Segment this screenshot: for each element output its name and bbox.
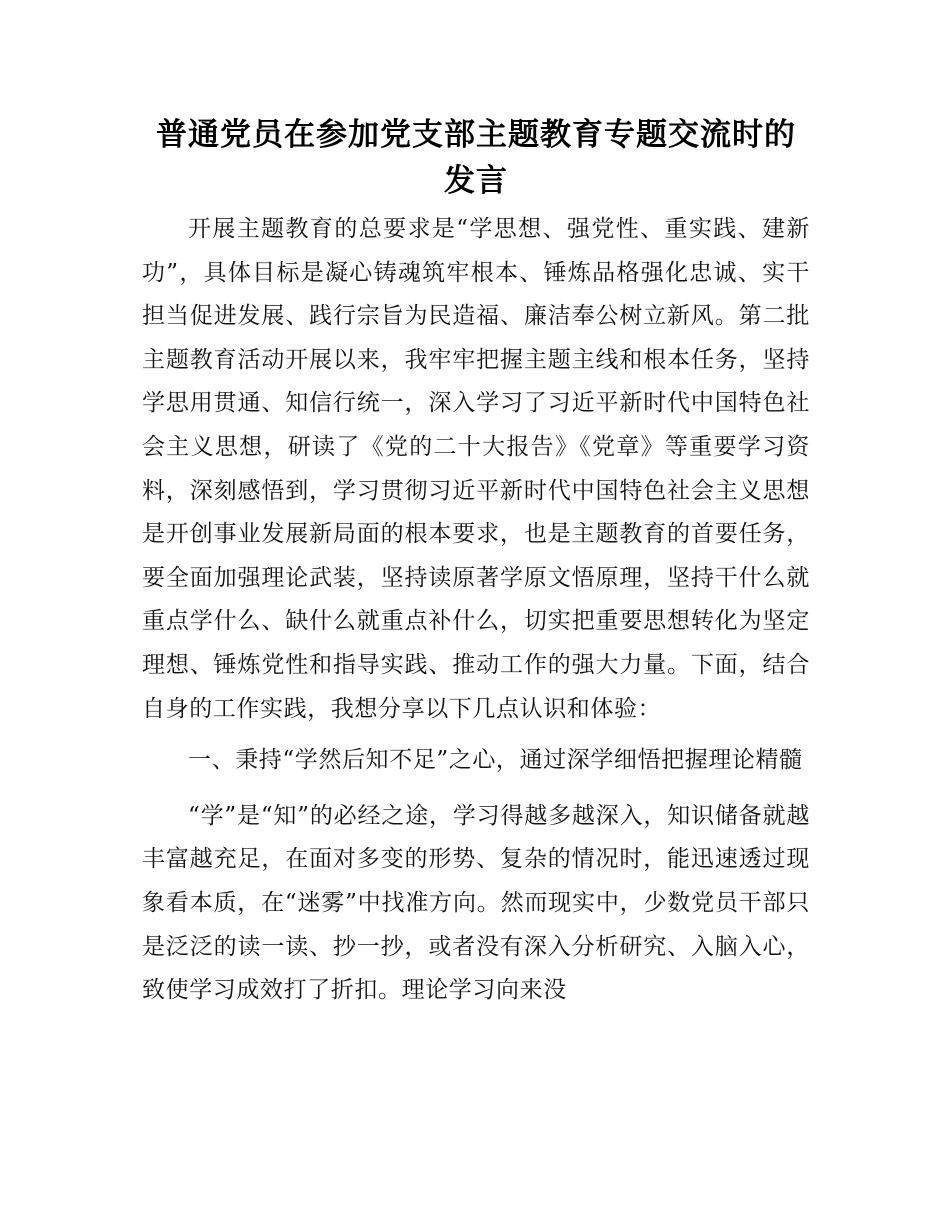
intro-paragraph: 开展主题教育的总要求是“学思想、强党性、重实践、建新功”，具体目标是凝心铸魂筑牢根本、锤炼品格强化忠诚、实干担当促进发展、践行宗旨为民造福、廉洁奉公树立新风。第二批主题教育活动开展以来，我牢牢把握主题主线和根本任务，坚持学思用贯通、知信行统一，深入学习了习近平新时代中国特色社会主义思想，研读了《党的二十大报告》《党章》等重要学习资料，深刻感悟到，学习贯彻习近平新时代中国特色社会主义思想是开创事业发展新局面的根本要求，也是主题教育的首要任务，要全面加强理论武装，坚持读原著学原文悟原理，坚持干什么就重点学什么、缺什么就重点补什么，切实把重要思想转化为坚定理想、锤炼党性和指导实践、推动工作的强大力量。下面，结合自身的工作实践，我想分享以下几点认识和体验：	[142, 216, 810, 722]
section-heading: 一、秉持“学然后知不足”之心，通过深学细悟把握理论精髓	[188, 747, 803, 774]
document-title: 普通党员在参加党支部主题教育专题交流时的发言	[156, 117, 796, 199]
document-body	[142, 112, 810, 1013]
section-paragraph: “学”是“知”的必经之途，学习得越多越深入，知识储备就越丰富越充足，在面对多变的形势、复杂的情况时，能迅速透过现象看本质，在“迷雾”中找准方向。然而现实中，少数党员干部只是泛泛的读一读、抄一抄，或者没有深入分析研究、入脑入心，致使学习成效打了折扣。理论学习向来没	[142, 802, 810, 1004]
